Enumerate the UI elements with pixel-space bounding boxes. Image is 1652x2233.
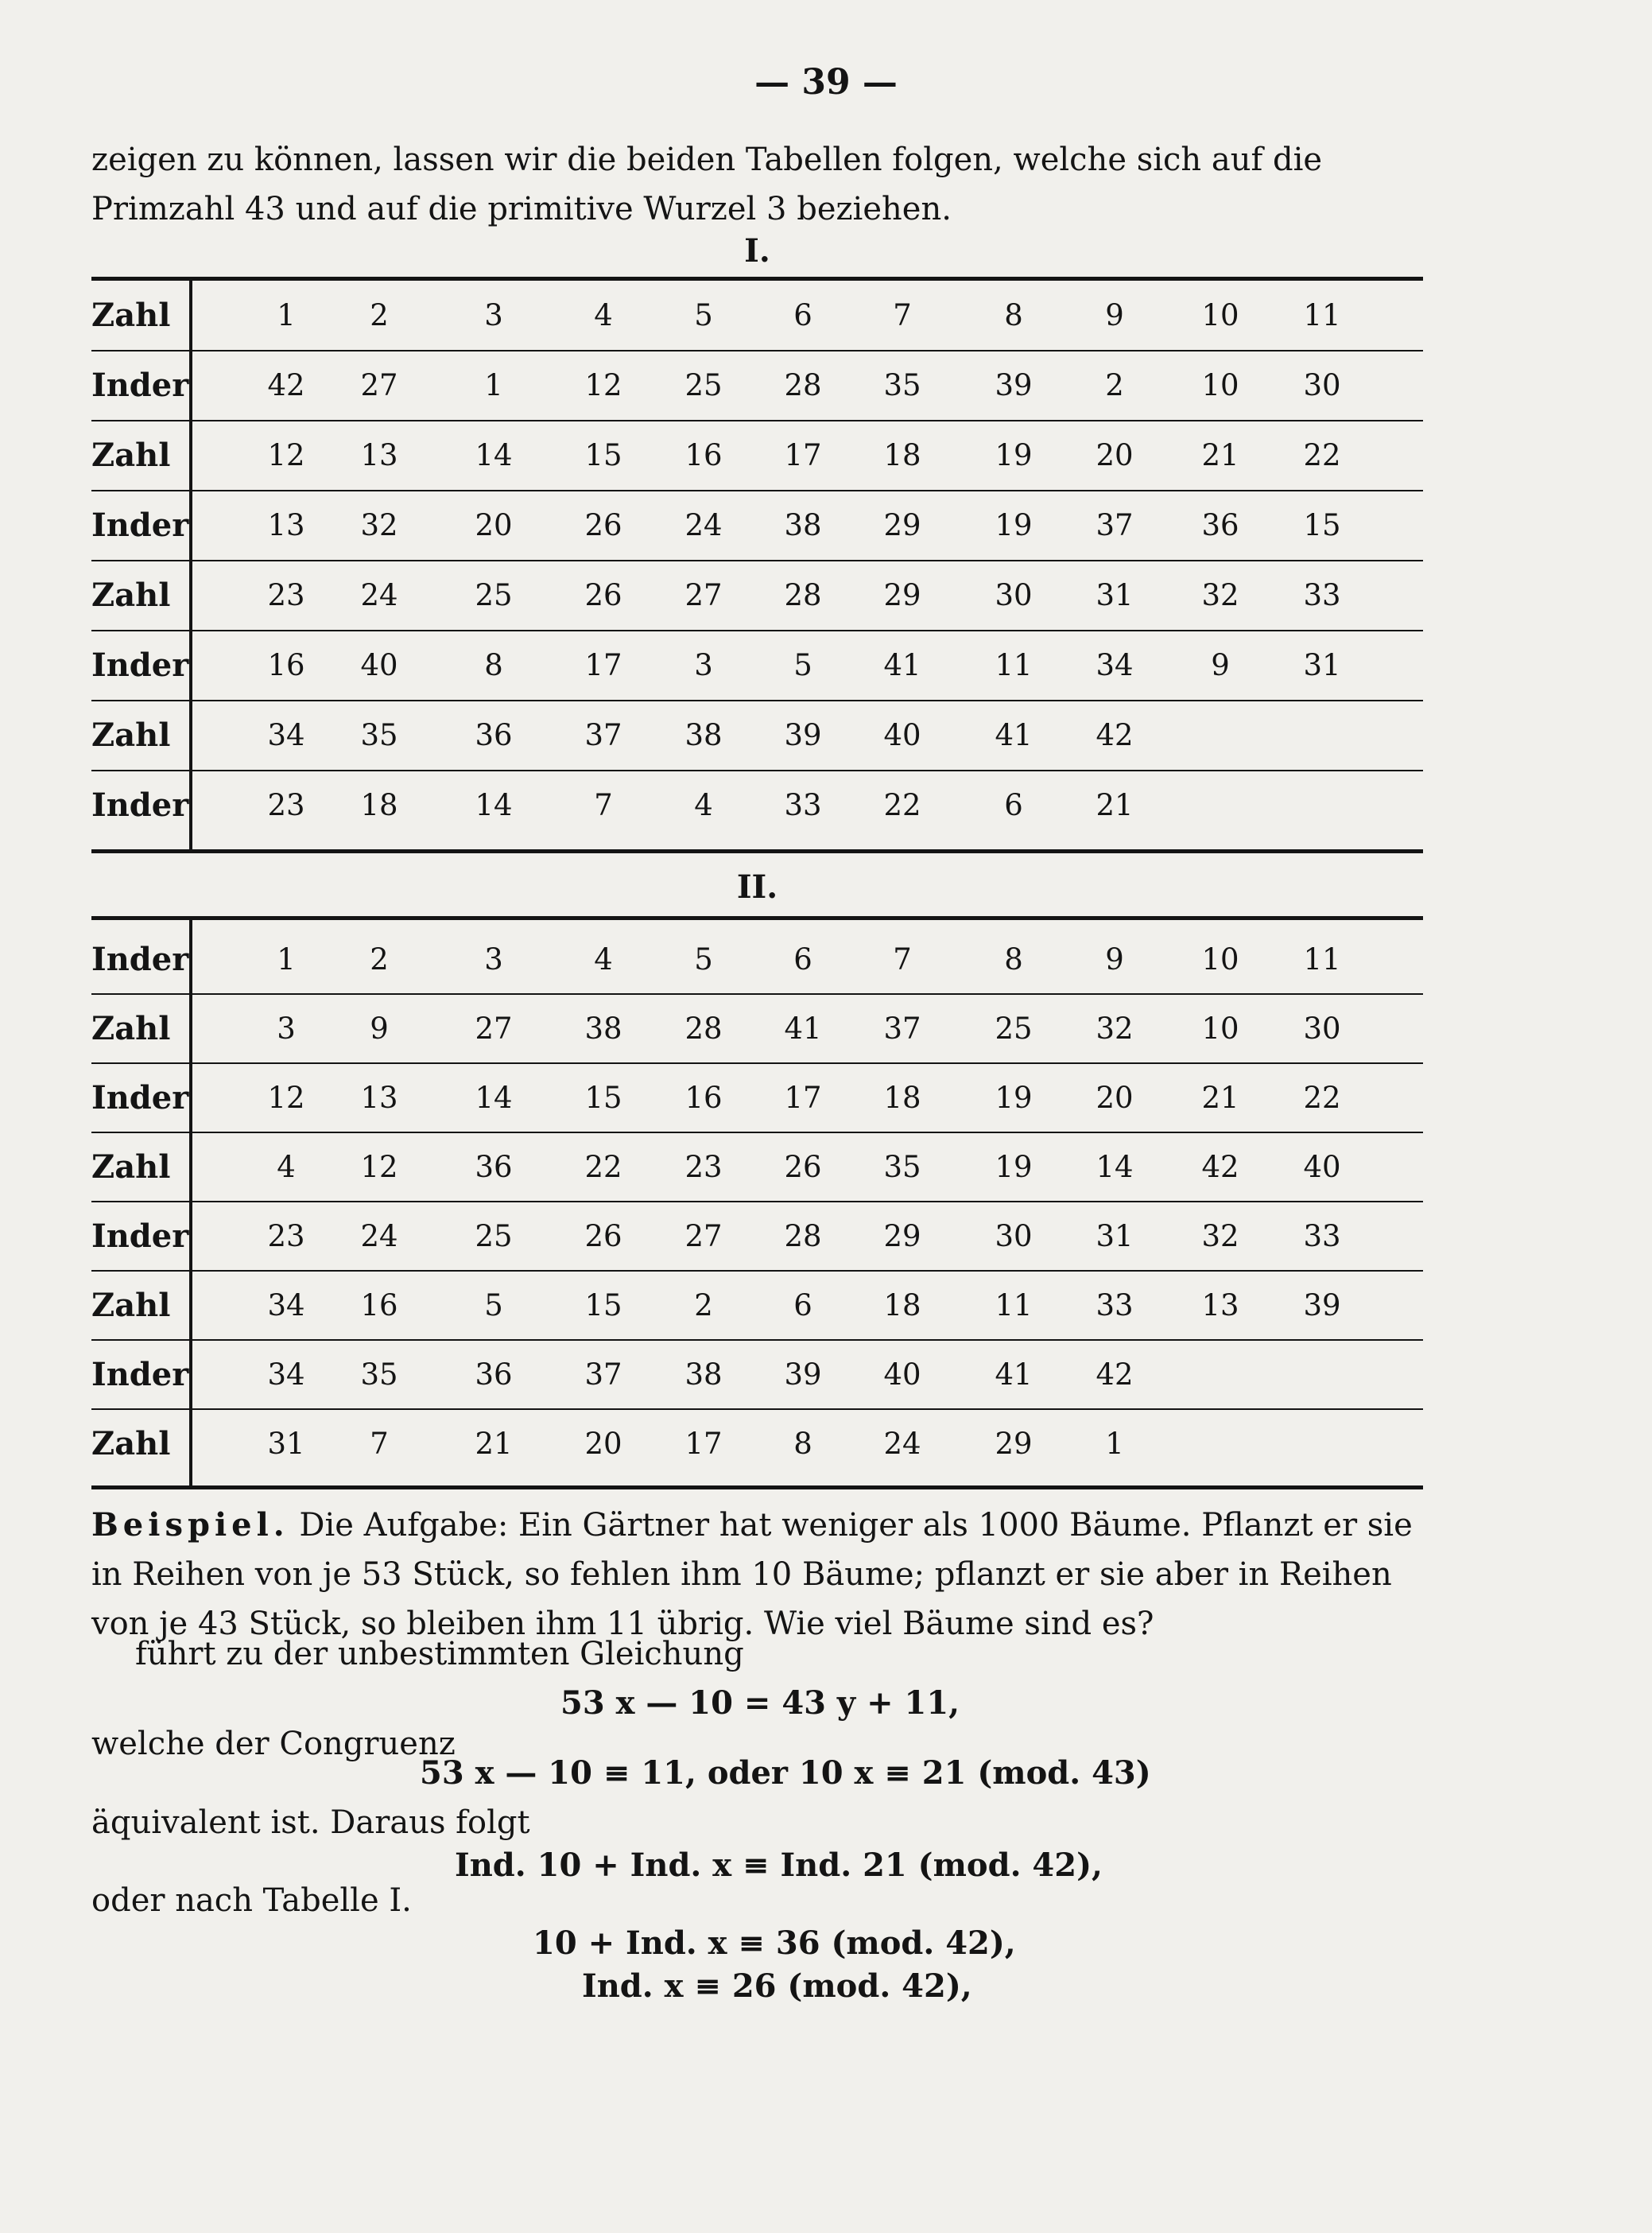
- table-cell: 29: [883, 508, 921, 542]
- equation-1: 53 x — 10 = 43 y + 11,: [560, 1684, 960, 1722]
- row-divider: [91, 1201, 1423, 1202]
- table-2-top-rule: [91, 916, 1423, 920]
- table-cell: 42: [1096, 718, 1134, 752]
- table-cell: 35: [883, 368, 921, 402]
- table-cell: 33: [1096, 1288, 1134, 1322]
- table-cell: 8: [1004, 298, 1023, 332]
- row-label: Inder: [91, 647, 189, 684]
- table-cell: 23: [267, 788, 305, 822]
- table-cell: 12: [267, 438, 305, 472]
- equation-3: Ind. 10 + Ind. x ≡ Ind. 21 (mod. 42),: [455, 1847, 1103, 1884]
- table-1-top-rule: [91, 277, 1423, 281]
- table-cell: 38: [684, 718, 723, 752]
- table-cell: 16: [684, 438, 723, 472]
- row-divider: [91, 1270, 1423, 1272]
- table-cell: 16: [267, 648, 305, 682]
- table-cell: 38: [784, 508, 822, 542]
- table-cell: 35: [360, 718, 398, 752]
- table-cell: 35: [360, 1357, 398, 1392]
- intro-paragraph: zeigen zu können, lassen wir die beiden Tabellen folgen, welche sich auf die Primzahl 43 und auf die primitive Wurzel 3 beziehen.: [91, 142, 1323, 227]
- row-divider: [91, 490, 1423, 491]
- table-2-label-divider: [189, 919, 192, 1485]
- table-row: [91, 1144, 1423, 1191]
- table-cell: 30: [995, 1219, 1033, 1253]
- table-cell: 1: [277, 942, 296, 977]
- table-cell: 31: [1096, 1219, 1134, 1253]
- text-equivalent: äquivalent ist. Daraus folgt: [91, 1804, 530, 1841]
- table-cell: 41: [995, 718, 1033, 752]
- table-cell: 4: [277, 1150, 296, 1184]
- table-cell: 41: [995, 1357, 1033, 1392]
- table-cell: 11: [1303, 298, 1341, 332]
- table-cell: 36: [1201, 508, 1239, 542]
- table-cell: 19: [995, 1150, 1033, 1184]
- table-row: [91, 712, 1423, 759]
- table-cell: 6: [793, 298, 812, 332]
- table-cell: 34: [1096, 648, 1134, 682]
- row-divider: [91, 1132, 1423, 1133]
- table-cell: 18: [360, 788, 398, 822]
- table-cell: 25: [995, 1012, 1033, 1046]
- table-cell: 41: [883, 648, 921, 682]
- table-cell: 11: [995, 648, 1033, 682]
- table-cell: 7: [893, 298, 912, 332]
- table-cell: 28: [784, 578, 822, 612]
- row-label: Inder: [91, 1356, 189, 1393]
- table-cell: 24: [360, 1219, 398, 1253]
- row-label: Zahl: [91, 297, 171, 334]
- table-row: [91, 502, 1423, 550]
- table-cell: 34: [267, 718, 305, 752]
- table-cell: 15: [584, 438, 622, 472]
- table-cell: 3: [484, 298, 503, 332]
- row-divider: [91, 1062, 1423, 1064]
- table-cell: 6: [793, 942, 812, 977]
- row-label: Inder: [91, 1217, 189, 1255]
- table-cell: 23: [267, 578, 305, 612]
- table-row: [91, 1005, 1423, 1053]
- row-label: Zahl: [91, 1425, 171, 1462]
- table-cell: 33: [1303, 1219, 1341, 1253]
- table-cell: 39: [784, 1357, 822, 1392]
- table-cell: 24: [883, 1427, 921, 1461]
- table-cell: 13: [1201, 1288, 1239, 1322]
- example-text: Die Aufgabe: Ein Gärtner hat weniger als 1000 Bäume. Pflanzt er sie in Reihen von je 53 Stück, so fehlen ihm 10 Bäume; pflanzt er sie aber in Reihen von je 43 Stück, so bleiben ihm 11 übrig. Wie viel Bäume sind es?: [91, 1507, 1413, 1642]
- table-cell: 20: [1096, 438, 1134, 472]
- table-cell: 8: [484, 648, 503, 682]
- table-cell: 26: [584, 1219, 622, 1253]
- text-congruence: welche der Congruenz: [91, 1726, 456, 1762]
- equation-2: 53 x — 10 ≡ 11, oder 10 x ≡ 21 (mod. 43): [420, 1754, 1151, 1792]
- table-cell: 3: [694, 648, 713, 682]
- table-cell: 9: [370, 1012, 389, 1046]
- table-cell: 42: [1201, 1150, 1239, 1184]
- table-row: [91, 1420, 1423, 1468]
- table-cell: 4: [594, 942, 613, 977]
- row-label: Zahl: [91, 437, 171, 474]
- table-cell: 18: [883, 1288, 921, 1322]
- table-1-title: I.: [744, 232, 770, 270]
- table-cell: 14: [475, 438, 513, 472]
- row-label: Zahl: [91, 1287, 171, 1324]
- table-cell: 1: [484, 368, 503, 402]
- table-cell: 36: [475, 718, 513, 752]
- table-cell: 25: [475, 1219, 513, 1253]
- table-cell: 20: [584, 1427, 622, 1461]
- table-cell: 37: [1096, 508, 1134, 542]
- text-table-ref: oder nach Tabelle I.: [91, 1882, 412, 1919]
- table-cell: 6: [1004, 788, 1023, 822]
- table-cell: 37: [584, 1357, 622, 1392]
- row-divider: [91, 420, 1423, 421]
- table-row: [91, 362, 1423, 410]
- example-paragraph: [91, 1501, 1427, 1649]
- table-cell: 14: [1096, 1150, 1134, 1184]
- table-cell: 18: [883, 1081, 921, 1115]
- row-divider: [91, 560, 1423, 561]
- table-cell: 3: [484, 942, 503, 977]
- table-cell: 28: [784, 368, 822, 402]
- table-2-bottom-rule: [91, 1485, 1423, 1489]
- table-cell: 33: [1303, 578, 1341, 612]
- table-cell: 15: [1303, 508, 1341, 542]
- table-cell: 30: [1303, 368, 1341, 402]
- table-cell: 12: [360, 1150, 398, 1184]
- equation-4: 10 + Ind. x ≡ 36 (mod. 42),: [533, 1924, 1016, 1962]
- table-cell: 24: [684, 508, 723, 542]
- row-divider: [91, 1339, 1423, 1341]
- table-cell: 8: [793, 1427, 812, 1461]
- example-label: Beispiel.: [91, 1506, 289, 1544]
- table-cell: 32: [360, 508, 398, 542]
- table-cell: 2: [370, 942, 389, 977]
- row-label: Inder: [91, 507, 189, 544]
- table-cell: 8: [1004, 942, 1023, 977]
- table-cell: 32: [1201, 578, 1239, 612]
- table-cell: 33: [784, 788, 822, 822]
- table-cell: 23: [267, 1219, 305, 1253]
- table-cell: 17: [784, 438, 822, 472]
- table-cell: 14: [475, 788, 513, 822]
- table-cell: 25: [684, 368, 723, 402]
- row-label: Inder: [91, 367, 189, 404]
- table-cell: 37: [883, 1012, 921, 1046]
- table-cell: 5: [694, 942, 713, 977]
- table-cell: 22: [883, 788, 921, 822]
- table-cell: 5: [484, 1288, 503, 1322]
- table-cell: 1: [1105, 1427, 1124, 1461]
- table-cell: 27: [684, 578, 723, 612]
- table-cell: 12: [267, 1081, 305, 1115]
- table-cell: 29: [883, 1219, 921, 1253]
- table-cell: 21: [1201, 1081, 1239, 1115]
- table-cell: 22: [1303, 438, 1341, 472]
- table-cell: 3: [277, 1012, 296, 1046]
- row-label: Inder: [91, 941, 189, 978]
- table-1-bottom-rule: [91, 849, 1423, 853]
- table-cell: 42: [1096, 1357, 1134, 1392]
- table-cell: 29: [995, 1427, 1033, 1461]
- table-cell: 26: [784, 1150, 822, 1184]
- table-cell: 19: [995, 438, 1033, 472]
- table-cell: 10: [1201, 942, 1239, 977]
- table-cell: 17: [584, 648, 622, 682]
- table-cell: 21: [1096, 788, 1134, 822]
- table-row: [91, 292, 1423, 340]
- table-cell: 37: [584, 718, 622, 752]
- table-cell: 38: [684, 1357, 723, 1392]
- table-cell: 20: [475, 508, 513, 542]
- table-cell: 1: [277, 298, 296, 332]
- equation-5: Ind. x ≡ 26 (mod. 42),: [582, 1967, 972, 2005]
- table-cell: 31: [267, 1427, 305, 1461]
- table-row: [91, 1074, 1423, 1122]
- table-row: [91, 572, 1423, 619]
- table-cell: 5: [694, 298, 713, 332]
- table-cell: 29: [883, 578, 921, 612]
- table-cell: 36: [475, 1150, 513, 1184]
- table-cell: 16: [684, 1081, 723, 1115]
- table-cell: 6: [793, 1288, 812, 1322]
- table-cell: 12: [584, 368, 622, 402]
- table-cell: 39: [1303, 1288, 1341, 1322]
- table-cell: 9: [1105, 298, 1124, 332]
- table-cell: 13: [360, 438, 398, 472]
- table-cell: 15: [584, 1288, 622, 1322]
- table-cell: 13: [360, 1081, 398, 1115]
- table-row: [91, 782, 1423, 829]
- table-cell: 31: [1096, 578, 1134, 612]
- table-cell: 30: [995, 578, 1033, 612]
- table-cell: 11: [1303, 942, 1341, 977]
- table-cell: 42: [267, 368, 305, 402]
- table-cell: 40: [1303, 1150, 1341, 1184]
- table-cell: 5: [793, 648, 812, 682]
- table-cell: 21: [1201, 438, 1239, 472]
- table-row: [91, 936, 1423, 984]
- table-cell: 38: [584, 1012, 622, 1046]
- table-cell: 39: [784, 718, 822, 752]
- table-cell: 10: [1201, 298, 1239, 332]
- table-cell: 20: [1096, 1081, 1134, 1115]
- row-label: Zahl: [91, 1148, 171, 1186]
- table-cell: 26: [584, 578, 622, 612]
- table-cell: 7: [370, 1427, 389, 1461]
- row-label: Inder: [91, 1079, 189, 1116]
- table-cell: 21: [475, 1427, 513, 1461]
- row-divider: [91, 770, 1423, 771]
- table-cell: 36: [475, 1357, 513, 1392]
- table-cell: 13: [267, 508, 305, 542]
- table-cell: 17: [784, 1081, 822, 1115]
- table-cell: 7: [594, 788, 613, 822]
- table-cell: 18: [883, 438, 921, 472]
- table-cell: 9: [1211, 648, 1230, 682]
- row-label: Inder: [91, 786, 189, 824]
- table-cell: 4: [694, 788, 713, 822]
- table-cell: 24: [360, 578, 398, 612]
- row-label: Zahl: [91, 1010, 171, 1047]
- table-cell: 17: [684, 1427, 723, 1461]
- table-cell: 40: [883, 718, 921, 752]
- row-divider: [91, 1408, 1423, 1410]
- text-leads-to: führt zu der unbestimmten Gleichung: [135, 1636, 744, 1672]
- table-cell: 31: [1303, 648, 1341, 682]
- table-row: [91, 432, 1423, 480]
- table-cell: 35: [883, 1150, 921, 1184]
- table-cell: 22: [584, 1150, 622, 1184]
- table-cell: 41: [784, 1012, 822, 1046]
- table-cell: 11: [995, 1288, 1033, 1322]
- table-cell: 15: [584, 1081, 622, 1115]
- table-cell: 26: [584, 508, 622, 542]
- table-cell: 2: [1105, 368, 1124, 402]
- table-cell: 30: [1303, 1012, 1341, 1046]
- row-divider: [91, 700, 1423, 701]
- table-cell: 23: [684, 1150, 723, 1184]
- table-cell: 9: [1105, 942, 1124, 977]
- row-divider: [91, 350, 1423, 351]
- table-row: [91, 642, 1423, 689]
- table-cell: 34: [267, 1357, 305, 1392]
- table-cell: 27: [475, 1012, 513, 1046]
- table-cell: 14: [475, 1081, 513, 1115]
- table-cell: 27: [684, 1219, 723, 1253]
- table-cell: 4: [594, 298, 613, 332]
- table-cell: 2: [694, 1288, 713, 1322]
- table-cell: 40: [360, 648, 398, 682]
- row-label: Zahl: [91, 577, 171, 614]
- table-cell: 39: [995, 368, 1033, 402]
- table-cell: 7: [893, 942, 912, 977]
- row-divider: [91, 993, 1423, 995]
- table-cell: 32: [1201, 1219, 1239, 1253]
- table-cell: 34: [267, 1288, 305, 1322]
- table-row: [91, 1213, 1423, 1260]
- table-cell: 19: [995, 1081, 1033, 1115]
- table-cell: 32: [1096, 1012, 1134, 1046]
- table-cell: 19: [995, 508, 1033, 542]
- table-cell: 2: [370, 298, 389, 332]
- page-number: — 39 —: [754, 62, 898, 103]
- table-cell: 25: [475, 578, 513, 612]
- table-cell: 27: [360, 368, 398, 402]
- table-row: [91, 1282, 1423, 1330]
- table-cell: 10: [1201, 1012, 1239, 1046]
- table-cell: 22: [1303, 1081, 1341, 1115]
- table-cell: 28: [684, 1012, 723, 1046]
- row-divider: [91, 630, 1423, 631]
- table-cell: 10: [1201, 368, 1239, 402]
- table-cell: 16: [360, 1288, 398, 1322]
- row-label: Zahl: [91, 717, 171, 754]
- table-cell: 40: [883, 1357, 921, 1392]
- table-cell: 28: [784, 1219, 822, 1253]
- table-2-title: II.: [736, 868, 778, 906]
- table-row: [91, 1351, 1423, 1399]
